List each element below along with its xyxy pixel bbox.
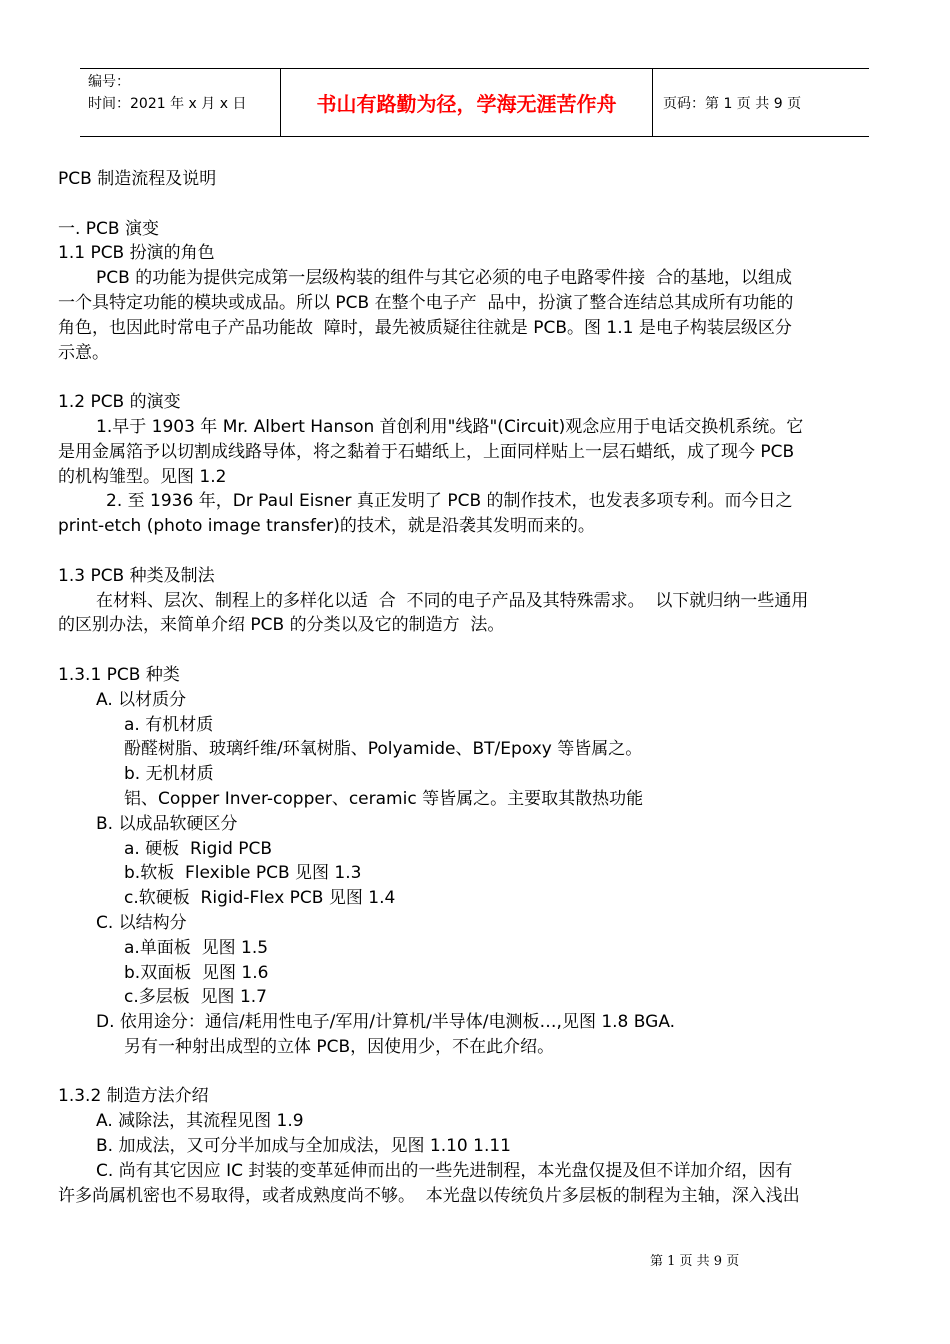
document-number-label: 编号：: [88, 74, 130, 90]
paragraph-line: 一个具特定功能的模块或成品。所以 PCB 在整个电子产 品中，扮演了整合连结总其成所有功能的: [58, 292, 794, 313]
page-footer: 第 1 页 共 9 页: [650, 1254, 740, 1269]
paragraph-line: 的机构雏型。见图 1.2: [58, 466, 227, 487]
document-title: PCB 制造流程及说明: [58, 169, 217, 189]
paragraph-line: 许多尚属机密也不易取得，或者成熟度尚不够。 本光盘以传统负片多层板的制程为主轴，深入浅出: [58, 1185, 800, 1206]
list-item: a. 有机材质: [124, 714, 214, 735]
list-item: B. 加成法，又可分半加成与全加成法，见图 1.10 1.11: [96, 1136, 511, 1157]
list-item: 另有一种射出成型的立体 PCB，因使用少，不在此介绍。: [124, 1036, 555, 1057]
list-item: A. 以材质分: [96, 689, 187, 710]
paragraph-line: 角色，也因此时常电子产品功能故 障时，最先被质疑往往就是 PCB。图 1.1 是电子构装层级区分: [58, 317, 792, 338]
list-item: b. 无机材质: [124, 764, 214, 785]
list-item: C. 尚有其它因应 IC 封装的变革延伸而出的一些先进制程，本光盘仅提及但不详加介绍，因有: [96, 1160, 793, 1181]
list-item: a.单面板 见图 1.5: [124, 937, 269, 958]
list-item: C. 以结构分: [96, 912, 187, 933]
list-item: D. 依用途分：通信/耗用性电子/军用/计算机/半导体/电测板…,见图 1.8 BGA.: [96, 1012, 676, 1033]
paragraph-line: 在材料、层次、制程上的多样化以适 合 不同的电子产品及其特殊需求。 以下就归纳一些通用: [96, 590, 809, 611]
document-body: [58, 167, 898, 1208]
paragraph-line: 1.早于 1903 年 Mr. Albert Hanson 首创利用"线路"(Circuit)观念应用于电话交换机系统。它: [96, 416, 804, 437]
list-item: c.多层板 见图 1.7: [124, 987, 267, 1008]
header-meta: [80, 69, 280, 136]
list-item: 酚醛树脂、玻璃纤维/环氧树脂、Polyamide、BT/Epoxy 等皆属之。: [124, 739, 643, 760]
subsection-heading: 1.2 PCB 的演变: [58, 392, 181, 413]
paragraph-line: print-etch (photo image transfer)的技术，就是沿袭其发明而来的。: [58, 516, 595, 537]
header-table: [80, 68, 869, 137]
list-item: 铝、Copper Inver-copper、ceramic 等皆属之。主要取其散热功能: [124, 788, 644, 809]
document-date: 时间：2021 年 x 月 x 日: [88, 96, 247, 112]
list-item: a. 硬板 Rigid PCB: [124, 838, 273, 859]
list-item: A. 减除法，其流程见图 1.9: [96, 1111, 304, 1132]
header-motto: 书山有路勤为径，学海无涯苦作舟: [280, 69, 653, 136]
header-page-info: 页码：第 1 页 共 9 页: [663, 95, 802, 112]
subsection-heading: 1.3 PCB 种类及制法: [58, 565, 215, 586]
list-item: b.双面板 见图 1.6: [124, 962, 269, 983]
list-item: c.软硬板 Rigid-Flex PCB 见图 1.4: [124, 888, 396, 909]
paragraph-line: 2. 至 1936 年，Dr Paul Eisner 真正发明了 PCB 的制作技术，也发表多项专利。而今日之: [106, 491, 793, 512]
paragraph-line: 是用金属箔予以切割成线路导体，将之黏着于石蜡纸上，上面同样贴上一层石蜡纸，成了现今 PCB: [58, 441, 795, 462]
paragraph-line: PCB 的功能为提供完成第一层级构装的组件与其它必须的电子电路零件接 合的基地，以组成: [96, 268, 792, 289]
subsection-heading: 1.3.2 制造方法介绍: [58, 1086, 209, 1107]
paragraph-line: 示意。: [58, 342, 109, 363]
subsection-heading: 1.3.1 PCB 种类: [58, 664, 180, 685]
list-item: b.软板 Flexible PCB 见图 1.3: [124, 863, 362, 884]
paragraph-line: 的区别办法，来简单介绍 PCB 的分类以及它的制造方 法。: [58, 615, 505, 636]
list-item: B. 以成品软硬区分: [96, 813, 238, 834]
subsection-heading: 1.1 PCB 扮演的角色: [58, 243, 215, 264]
section-heading: 一. PCB 演变: [58, 218, 159, 239]
